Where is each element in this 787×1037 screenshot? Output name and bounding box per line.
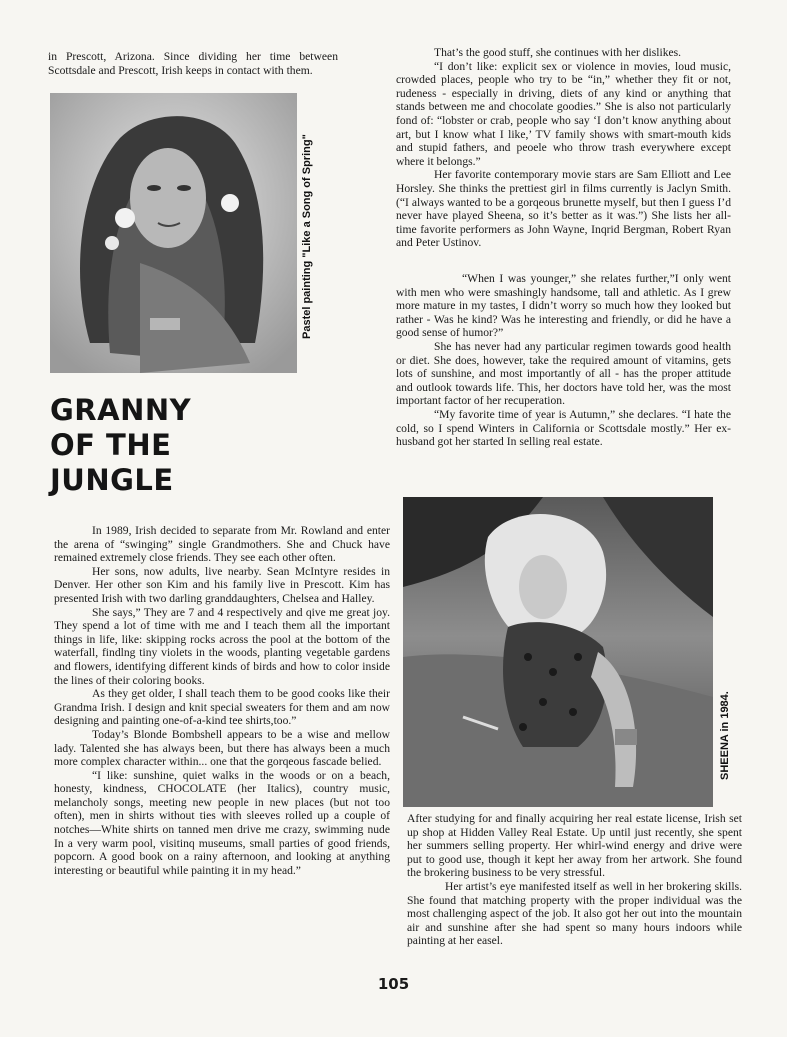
right-column-middle [396,272,731,449]
body-paragraph: She has never had any particular regimen towards good health or diet. She does, however, take the required amount of vitamins, gets lots of sunshine, and most importantly of all - has the proper attitude and outlook towards life. This, her doctors have told her, was the most important factor of her recuperation. [396,339,731,408]
body-paragraph: Today’s Blonde Bombshell appears to be a wise and mellow lady. Talented she has always been, but there has always been a much more complex character within... one that the gorqeous fascade belied. [54,727,390,769]
pastel-painting-image [50,93,297,373]
body-paragraph: “I like: sunshine, quiet walks in the woods or on a beach, honesty, kindness, CHOCOLATE (her Italics), country music, melancholy songs, meeting new people in new places (but not too often), men in shirts without ties with sleeves rolled up a couple of notches—White shirts on tanned men drive me crazy, swimming nude In a very warm pool, visitinq museums, small parties of good friends, popcorn. A good book on a rainy afternoon, and looking at anything interesting or beautiful while painting it in my head.” [54,768,390,877]
body-paragraph: That’s the good stuff, she continues with her dislikes. [434,46,682,59]
body-paragraph: As they get older, I shall teach them to be good cooks like their Grandma Irish. I design and knit special sweaters for them and am now designing and painting one-of-a-kind tee shirts,too.” [54,687,390,728]
painting-illustration [50,93,297,373]
body-paragraph: “When I was younger,” she relates further,”I only went with men who were smashingly handsome, tall and athletic. As I grew more mature in my tastes, I didn’t worry so much how they looked but rather - Was he kind? Was he interesting and friendly, or did he have a good sense of humor?” [396,272,731,340]
body-paragraph: After studying for and finally acquiring her real estate license, Irish set up shop at Hidden Valley Real Estate. Up until just recently, she spent her summers selling property. Her whirl-wind energy and drive were put to good use, though it kept her away from her artwork. She found the brokering business to be very stressful. [407,812,742,880]
body-paragraph: In 1989, Irish decided to separate from Mr. Rowland and enter the arena of “swinging” single Grandmothers. She and Chuck have remained extremely close friends. They see each other often. [54,524,390,565]
sheena-photo-caption: SHEENA in 1984. [719,691,731,780]
left-column [54,524,390,877]
body-paragraph: Her favorite contemporary movie stars are Sam Elliott and Lee Horsley. She thinks the prettiest girl in films currently is Jaclyn Smith. (“I always wanted to be a gorqeous brunette myself, but then I guess I’d never have played Sheena, so it’s better as it was.”) She lists her all-time favorite performers as John Wayne, Inqrid Bergman, Robert Ryan and Peter Ustinov. [396,168,731,250]
painting-caption: Pastel painting "Like a Song of Spring" [301,134,313,340]
intro-paragraph: in Prescott, Arizona. Since dividing her time between Scottsdale and Prescott, Irish keeps in contact with them. [48,50,338,77]
article-headline [50,393,270,498]
right-column-top [396,46,731,250]
sheena-photo [403,497,713,807]
body-paragraph: Her artist’s eye manifested itself as well in her brokering skills. She found that matching property with the proper individual was the most challenging aspect of the job. It also got her out into the mountain air and sunshine after she had spent so many hours indoors while painting at her easel. [407,879,742,948]
body-paragraph: “My favorite time of year is Autumn,” she declares. “I hate the cold, so I spend Winters in California or Scottsdale mostly.” Her ex-husband got her started In selling real estate. [396,407,731,449]
right-column-bottom [407,812,742,948]
intro-text [48,50,338,77]
headline-line: GRANNY [50,393,192,427]
headline-line: OF THE [50,428,172,462]
sheena-photo-illustration [403,497,713,807]
body-paragraph: Her sons, now adults, live nearby. Sean McIntyre resides in Denver. Her other son Kim and his family live in Prescott. Kim has presented Irish with two darling granddaughters, Chelsea and Halley. [54,564,390,605]
body-paragraph: She says,” They are 7 and 4 respectively and qive me great joy. They spend a lot of time with me and I teach them all the important things in life, like: skipping rocks across the pool at the bottom of the waterfall, findlng tiny violets in the woods, planting vegetable gardens and flowers, identifying different kinds of birds and how to color inside the lines of their coloring books. [54,605,390,687]
headline-line: JUNGLE [50,463,174,497]
body-paragraph: “I don’t like: explicit sex or violence in movies, loud music, crowded places, people who try to be “in,” whether they fit or not, rudeness - especially in driving, diets of any kind or anything that stands between me and chocolate goodies.” She is also not particularly fond of: “lobster or crab, people who say ‘I don’t know anything about art, but I know what I like,’ TV family shows with smart-mouth kids and stupid fathers, and peoele who throw trash everywhere except where it belongs.” [396,59,731,168]
page-number: 105 [377,975,410,993]
